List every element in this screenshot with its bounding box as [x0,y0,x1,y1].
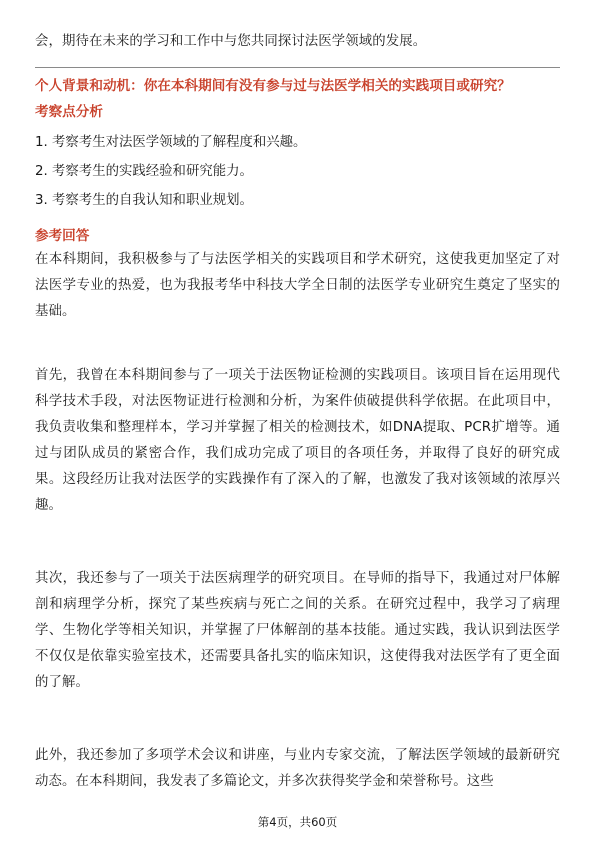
answer-paragraph: 在本科期间，我积极参与了与法医学相关的实践项目和学术研究，这使我更加坚定了对法医学专业的热爱，也为我报考华中科技大学全日制的法医学专业研究生奠定了坚实的基础。 [35,252,560,319]
reference-heading: 参考回答 [35,228,90,244]
point-item: 3. 考察考生的自我认知和职业规划。 [35,193,253,208]
lead-paragraph: 会，期待在未来的学习和工作中与您共同探讨法医学领域的发展。 [35,34,427,49]
interview-question: 个人背景和动机：你在本科期间有没有参与过与法医学相关的实践项目或研究？ [35,78,511,94]
point-item: 1. 考察考生对法医学领域的了解程度和兴趣。 [35,135,307,150]
point-item: 2. 考察考生的实践经验和研究能力。 [35,164,253,179]
points-list [35,128,560,215]
page-footer: 第4页，共60页 [257,815,338,829]
section-divider [35,67,560,68]
answer-paragraph: 首先，我曾在本科期间参与了一项关于法医物证检测的实践项目。该项目旨在运用现代科学技术手段，对法医物证进行检测和分析，为案件侦破提供科学依据。在此项目中，我负责收集和整理样本，学习并掌握了相关的检测技术，如DNA提取、PCR扩增等。通过与团队成员的紧密合作，我们成功完成了项目的各项任务，并取得了良好的研究成果。这段经历让我对法医学的实践操作有了深入的了解，也激发了我对该领域的浓厚兴趣。 [35,368,560,513]
answer-paragraph: 此外，我还参加了多项学术会议和讲座，与业内专家交流，了解法医学领域的最新研究动态。在本科期间，我发表了多篇论文，并多次获得奖学金和荣誉称号。这些 [35,748,560,789]
points-heading: 考察点分析 [35,104,103,120]
answer-paragraph: 其次，我还参与了一项关于法医病理学的研究项目。在导师的指导下，我通过对尸体解剖和病理学分析，探究了某些疾病与死亡之间的关系。在研究过程中，我学习了病理学、生物化学等相关知识，并掌握了尸体解剖的基本技能。通过实践，我认识到法医学不仅仅是依靠实验室技术，还需要具备扎实的临床知识，这使得我对法医学有了更全面的了解。 [35,571,560,690]
